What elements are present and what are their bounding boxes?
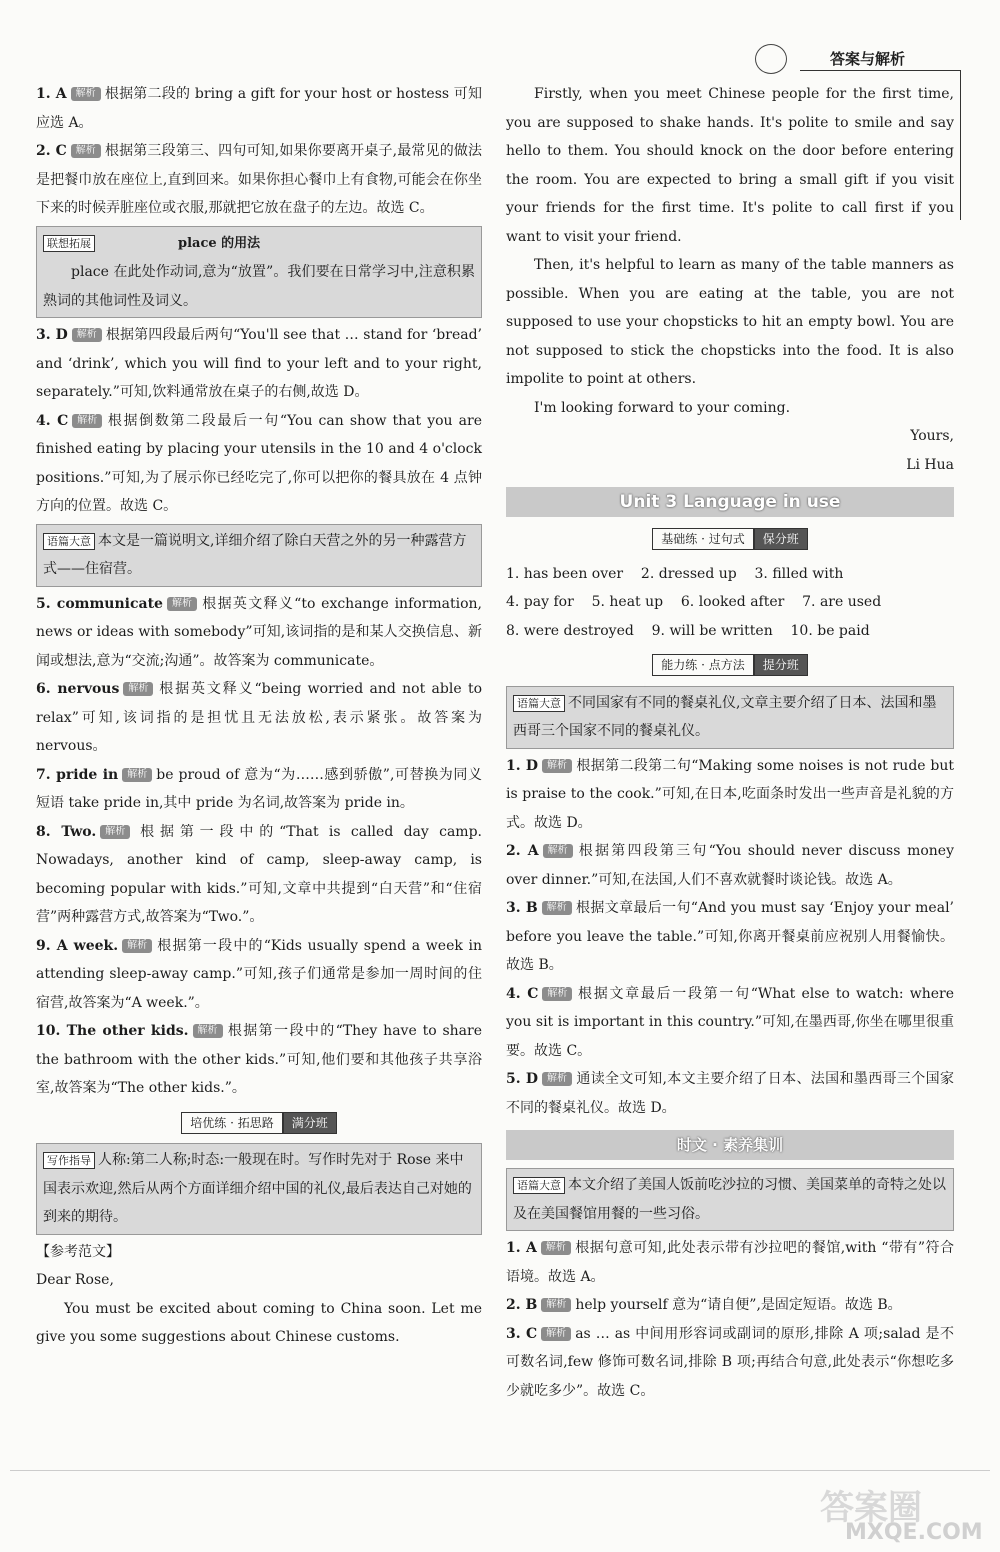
analysis-tag: 解析	[193, 1024, 223, 1038]
extension-box	[36, 226, 482, 319]
main-idea-box	[506, 686, 954, 749]
header-side-rule	[960, 70, 961, 220]
main-idea-text: 本文介绍了美国人饭前吃沙拉的习惯、美国菜单的奇特之处以及在美国餐馆用餐的一些习俗。	[513, 1177, 946, 1222]
letter-salutation: Dear Rose,	[36, 1272, 114, 1288]
section-banner: 基础练 · 过句式 保分班	[506, 525, 954, 554]
section-banner: 能力练 · 点方法 提分班	[506, 651, 954, 680]
analysis-tag: 解析	[541, 1298, 571, 1312]
main-idea-label: 语篇大意	[513, 695, 565, 712]
reference-heading: 【参考范文】	[36, 1243, 120, 1260]
answer-item: 4. C 解析 根据文章最后一段第一句“What else to watch: where you sit is important in this country.”可知,在墨西哥,你坐在哪里很重要。故选 C。	[506, 985, 954, 1059]
answer-row: 4. pay for 5. heat up 6. looked after 7. are used	[506, 594, 882, 610]
main-idea-label: 语篇大意	[43, 533, 95, 550]
extension-label: 联想拓展	[43, 235, 95, 252]
header-logo-icon	[755, 44, 787, 74]
main-idea-box	[506, 1168, 954, 1231]
analysis-tag: 解析	[167, 597, 197, 611]
answer-item: 7. pride in 解析 be proud of 意为“为……感到骄傲”,可替换为同义短语 take pride in,其中 pride 为名词,故答案为 pride in。	[36, 766, 482, 811]
watermark-url: MXQE.COM	[845, 1520, 983, 1545]
footer-rule	[10, 1470, 990, 1471]
analysis-tag: 解析	[542, 901, 572, 915]
analysis-tag: 解析	[71, 87, 101, 101]
analysis-tag: 解析	[123, 682, 153, 696]
answer-row: 1. has been over 2. dressed up 3. filled with	[506, 565, 844, 582]
analysis-tag: 解析	[541, 1327, 571, 1341]
answer-item: 9. A week. 解析 根据第一段中的“Kids usually spend a week in attending sleep-away camp.”可知,孩子们通常是参加一周时间的住宿营,故答案为“A week.”。	[36, 937, 482, 1011]
watermark-logo: 答案圈	[820, 1488, 922, 1528]
analysis-tag: 解析	[542, 759, 572, 773]
writing-guide-box	[36, 1143, 482, 1235]
answer-item: 1. A 解析 根据第二段的 bring a gift for your host or hostess 可知应选 A。	[36, 86, 482, 131]
answer-item: 6. nervous 解析 根据英文释义“being worried and not able to relax”可知,该词指的是担忧且无法放松,表示紧张。故答案为 nervous。	[36, 681, 482, 754]
analysis-tag: 解析	[542, 1072, 572, 1086]
section-title: 时文 · 素养集训	[506, 1130, 954, 1160]
main-idea-text: 不同国家有不同的餐桌礼仪,文章主要介绍了日本、法国和墨西哥三个国家不同的餐桌礼仪。	[513, 694, 937, 739]
letter-signature: Li Hua	[906, 456, 954, 473]
letter-paragraph: I'm looking forward to your coming.	[534, 399, 791, 416]
writing-guide-text: 人称:第二人称;时态:一般现在时。写作时先对于 Rose 来中国表示欢迎,然后从两个方面详细介绍中国的礼仪,最后表达自己对她的到来的期待。	[43, 1152, 472, 1225]
letter-paragraph: Then, it's helpful to learn as many of the table manners as possible. When you are eating at the table, you are not supposed to use your chopsticks to hit an empty bowl. You are not supposed to stick the chopsticks into the food. It is also impolite to point at others.	[506, 257, 954, 387]
answer-row: 8. were destroyed 9. will be written 10. be paid	[506, 622, 870, 639]
answer-item: 2. C 解析 根据第三段第三、四句可知,如果你要离开桌子,最常见的做法是把餐巾放在座位上,直到回来。如果你担心餐巾上有食物,可能会在你坐下来的时候弄脏座位或衣服,那就把它放在盘子的左边。故选 C。	[36, 143, 482, 216]
analysis-tag: 解析	[122, 939, 152, 953]
answer-item: 3. B 解析 根据文章最后一句“And you must say ‘Enjoy your meal’ before you leave the table.”可知,你离开餐桌前应祝别人用餐愉快。故选 B。	[506, 900, 954, 973]
analysis-tag: 解析	[541, 1241, 571, 1255]
answer-item: 5. communicate 解析 根据英文释义“to exchange information, news or ideas with somebody”可知,该词指的是和某人交换信息、新闻或想法,意为“交流;沟通”。故答案为 communicate。	[36, 595, 483, 669]
analysis-tag: 解析	[72, 328, 102, 342]
section-banner: 培优练 · 拓思路 满分班	[36, 1109, 482, 1138]
analysis-tag: 解析	[122, 768, 152, 782]
extension-head: place 的用法	[178, 235, 261, 251]
analysis-tag: 解析	[100, 825, 130, 839]
answer-item: 10. The other kids. 解析 根据第一段中的“They have to share the bathroom with the other kids.”可知,他们要和其他孩子共享浴室,故答案为“The other kids.”。	[36, 1023, 483, 1096]
answer-item: 1. A 解析 根据句意可知,此处表示带有沙拉吧的餐馆,with “带有”符合语境。故选 A。	[506, 1240, 954, 1285]
page-header-title: 答案与解析	[830, 50, 906, 68]
answer-item: 8. Two. 解析 根据第一段中的“That is called day camp. Nowadays, another kind of camp, sleep-away camp, is becoming popular with kids.”可知,文章中共提到“白天营”和“住宿营”两种露营方式,故答案为“Two.”。	[36, 823, 482, 925]
analysis-tag: 解析	[72, 414, 102, 428]
answer-item: 5. D 解析 通读全文可知,本文主要介绍了日本、法国和墨西哥三个国家不同的餐桌礼仪。故选 D。	[506, 1071, 954, 1116]
answer-item: 2. A 解析 根据第四段第三句“You should never discuss money over dinner.”可知,在法国,人们不喜欢就餐时谈论钱。故选 A。	[506, 843, 954, 888]
extension-text: place 在此处作动词,意为“放置”。我们要在日常学习中,注意积累熟词的其他词性及词义。	[43, 264, 475, 309]
answer-item: 1. D 解析 根据第二段第二句“Making some noises is not rude but is praise to the cook.”可知,在日本,吃面条时发出一些声音是礼貌的方式。故选 D。	[506, 757, 954, 831]
header-rule	[800, 70, 960, 71]
right-column	[506, 80, 954, 1405]
answer-item: 4. C 解析 根据倒数第二段最后一句“You can show that you are finished eating by placing your utensils in the 10 and 4 o'clock positions.”可知,为了展示你已经吃完了,你可以把你的餐具放在 4 点钟方向的位置。故选 C。	[36, 412, 482, 514]
main-idea-box	[36, 524, 482, 587]
answer-item: 2. B 解析 help yourself 意为“请自便”,是固定短语。故选 B。	[506, 1297, 902, 1313]
main-idea-label: 语篇大意	[513, 1177, 565, 1194]
left-column	[36, 80, 482, 1352]
letter-paragraph: Firstly, when you meet Chinese people for the first time, you are supposed to shake hands. It's polite to smile and say hello to them. You should knock on the door before entering the room. You are expected to bring a small gift if you visit your friends for the first time. It's polite to call first if you want to visit your friend.	[506, 86, 954, 245]
main-idea-text: 本文是一篇说明文,详细介绍了除白天营之外的另一种露营方式——住宿营。	[43, 532, 467, 577]
analysis-tag: 解析	[542, 987, 572, 1001]
unit-title: Unit 3 Language in use	[506, 487, 954, 517]
analysis-tag: 解析	[71, 144, 101, 158]
letter-closing: Yours,	[910, 428, 954, 444]
analysis-tag: 解析	[543, 844, 573, 858]
answer-item: 3. D 解析 根据第四段最后两句“You'll see that … stand for ‘bread’ and ‘drink’, which you will find to your left and to your right, separately.”可知,饮料通常放在桌子的右侧,故选 D。	[36, 327, 482, 400]
writing-guide-label: 写作指导	[43, 1152, 95, 1169]
answer-item: 3. C 解析 as … as 中间用形容词或副词的原形,排除 A 项;salad 是不可数名词,few 修饰可数名词,排除 B 项;再结合句意,此处表示“你想吃多少就吃多少”。故选 C。	[506, 1325, 955, 1399]
letter-paragraph: You must be excited about coming to China soon. Let me give you some suggestions about Chinese customs.	[36, 1300, 482, 1345]
